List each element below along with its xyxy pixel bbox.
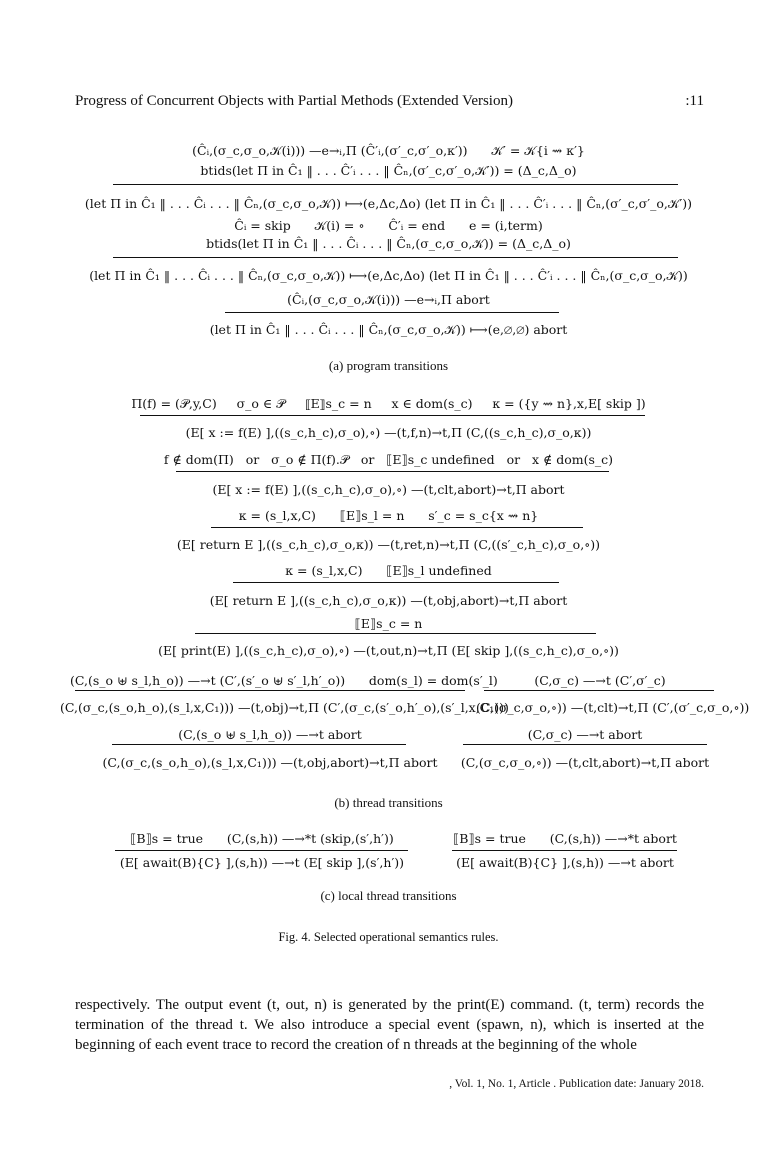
body-paragraph: respectively. The output event (t, out, n) is generated by the print(E) command. (t, term) records the termination of the thread t. We also introduce a special event (spawn, n), which is inserted at the beginning of each event trace to record the creation of n threads at the beginning of the whole (75, 997, 704, 1053)
rule-a2-premise-1: Ĉᵢ = skip 𝒦(i) = ∘ Ĉ′ᵢ = end e = (i,term) (234, 218, 543, 233)
rule-a2-bar (113, 257, 678, 258)
rule-a3-premise: (Ĉᵢ,(σ_c,σ_o,𝒦(i))) —e→ᵢ,Π abort (287, 292, 490, 307)
rule-b2-conclusion: (E[ x := f(E) ],((s_c,h_c),σ_o),∘) —(t,clt,abort)→t,Π abort (212, 482, 565, 497)
rule-b5-bar (195, 633, 596, 634)
rule-c2-bar (452, 850, 677, 851)
rule-b6-premise: (C,(s_o ⊎ s_l,h_o)) —→t (C′,(s′_o ⊎ s′_l,h′_o)) dom(s_l) = dom(s′_l) (70, 673, 498, 688)
rule-a2-premise-2: btids(let Π in Ĉ₁ ‖ . . . Ĉᵢ . . . ‖ Ĉₙ,(σ_c,σ_o,𝒦)) = (Δ_c,Δ_o) (206, 236, 571, 251)
rule-c2-premise: ⟦B⟧s = true (C,(s,h)) —→*t abort (453, 831, 677, 846)
rule-a2-conclusion: (let Π in Ĉ₁ ‖ . . . Ĉᵢ . . . ‖ Ĉₙ,(σ_c,σ_o,𝒦)) ⟼(e,Δc,Δo) (let Π in Ĉ₁ ‖ . . . Ĉ′ᵢ . . . ‖ Ĉₙ,(σ_c,σ_o,𝒦)) (89, 268, 688, 283)
rule-b9-bar (463, 744, 707, 745)
rule-b2-premise: f ∉ dom(Π) or σ_o ∉ Π(f).𝒫 or ⟦E⟧s_c undefined or x ∉ dom(s_c) (163, 452, 614, 467)
running-header (75, 93, 704, 110)
rule-b7-bar (484, 690, 714, 691)
figure-caption: Fig. 4. Selected operational semantics rules. (278, 930, 499, 944)
rule-b6-conclusion: (C,(σ_c,(s_o,h_o),(s_l,x,C₁))) —(t,obj)→t,Π (C′,(σ_c,(s′_o,h′_o),(s′_l,x,C₁))) (60, 700, 509, 715)
rule-a1-premise-1: (Ĉᵢ,(σ_c,σ_o,𝒦(i))) —e→ᵢ,Π (Ĉ′ᵢ,(σ′_c,σ′_o,κ′)) 𝒦′ = 𝒦{i ⇝ κ′} (192, 143, 585, 158)
caption-a: (a) program transitions (328, 358, 449, 373)
rule-c1-conclusion: (E[ await(B){C} ],(s,h)) —→t (E[ skip ],(s′,h′)) (119, 855, 405, 870)
rule-c1-bar (115, 850, 408, 851)
rule-a1-premise-2: btids(let Π in Ĉ₁ ‖ . . . Ĉ′ᵢ . . . ‖ Ĉₙ,(σ′_c,σ′_o,𝒦′)) = (Δ_c,Δ_o) (200, 163, 577, 178)
caption-b: (b) thread transitions (334, 795, 443, 810)
header-title: Progress of Concurrent Objects with Partial Methods (Extended Version) (75, 93, 513, 109)
rule-c2-conclusion: (E[ await(B){C} ],(s,h)) —→t abort (456, 855, 674, 870)
rule-b4-conclusion: (E[ return E ],((s_c,h_c),σ_o,κ)) —(t,obj,abort)→t,Π abort (209, 593, 568, 608)
rule-c1-premise: ⟦B⟧s = true (C,(s,h)) —→*t (skip,(s′,h′)) (130, 831, 394, 846)
rule-b4-bar (233, 582, 559, 583)
rule-b2-bar (176, 471, 609, 472)
rule-b5-conclusion: (E[ print(E) ],((s_c,h_c),σ_o),∘) —(t,out,n)→t,Π (E[ skip ],((s_c,h_c),σ_o,∘)) (158, 643, 619, 658)
rule-a1-bar (113, 184, 678, 185)
rule-b7-premise: (C,σ_c) —→t (C′,σ′_c) (534, 673, 666, 688)
rule-b3-bar (211, 527, 583, 528)
rule-b8-conclusion: (C,(σ_c,(s_o,h_o),(s_l,x,C₁))) —(t,obj,abort)→t,Π abort (102, 755, 438, 770)
rule-b6-bar (75, 690, 465, 691)
rule-b4-premise: κ = (s_l,x,C) ⟦E⟧s_l undefined (285, 563, 492, 578)
rule-b3-conclusion: (E[ return E ],((s_c,h_c),σ_o,κ)) —(t,ret,n)→t,Π (C,((s′_c,h_c),σ_o,∘)) (176, 537, 601, 552)
rule-a3-bar (225, 312, 559, 313)
page-number: :11 (685, 93, 704, 109)
rule-b8-premise: (C,(s_o ⊎ s_l,h_o)) —→t abort (178, 727, 362, 742)
rule-a1-conclusion: (let Π in Ĉ₁ ‖ . . . Ĉᵢ . . . ‖ Ĉₙ,(σ_c,σ_o,𝒦)) ⟼(e,Δc,Δo) (let Π in Ĉ₁ ‖ . . . Ĉ′ᵢ . . . ‖ Ĉₙ,(σ′_c,σ′_o,𝒦′)) (84, 196, 693, 211)
rule-b9-premise: (C,σ_c) —→t abort (527, 727, 643, 742)
rule-b8-bar (112, 744, 406, 745)
rule-b5-premise: ⟦E⟧s_c = n (354, 616, 423, 631)
rule-b9-conclusion: (C,(σ_c,σ_o,∘)) —(t,clt,abort)→t,Π abort (460, 755, 710, 770)
rule-b3-premise: κ = (s_l,x,C) ⟦E⟧s_l = n s′_c = s_c{x ⇝ n} (238, 508, 539, 523)
rule-b1-premise: Π(f) = (𝒫,y,C) σ_o ∈ 𝒫 ⟦E⟧s_c = n x ∈ dom(s_c) κ = ({y ⇝ n},x,E[ skip ]) (131, 396, 646, 411)
rule-a3-conclusion: (let Π in Ĉ₁ ‖ . . . Ĉᵢ . . . ‖ Ĉₙ,(σ_c,σ_o,𝒦)) ⟼(e,∅,∅) abort (209, 322, 568, 337)
rule-b1-conclusion: (E[ x := f(E) ],((s_c,h_c),σ_o),∘) —(t,f,n)→t,Π (C,((s_c,h_c),σ_o,κ)) (185, 425, 592, 440)
caption-c: (c) local thread transitions (320, 888, 457, 903)
rule-b7-conclusion: (C,(σ_c,σ_o,∘)) —(t,clt)→t,Π (C′,(σ′_c,σ_o,∘)) (476, 700, 750, 715)
rule-b1-bar (140, 415, 645, 416)
page-footer: , Vol. 1, No. 1, Article . Publication date: January 2018. (449, 1078, 704, 1090)
